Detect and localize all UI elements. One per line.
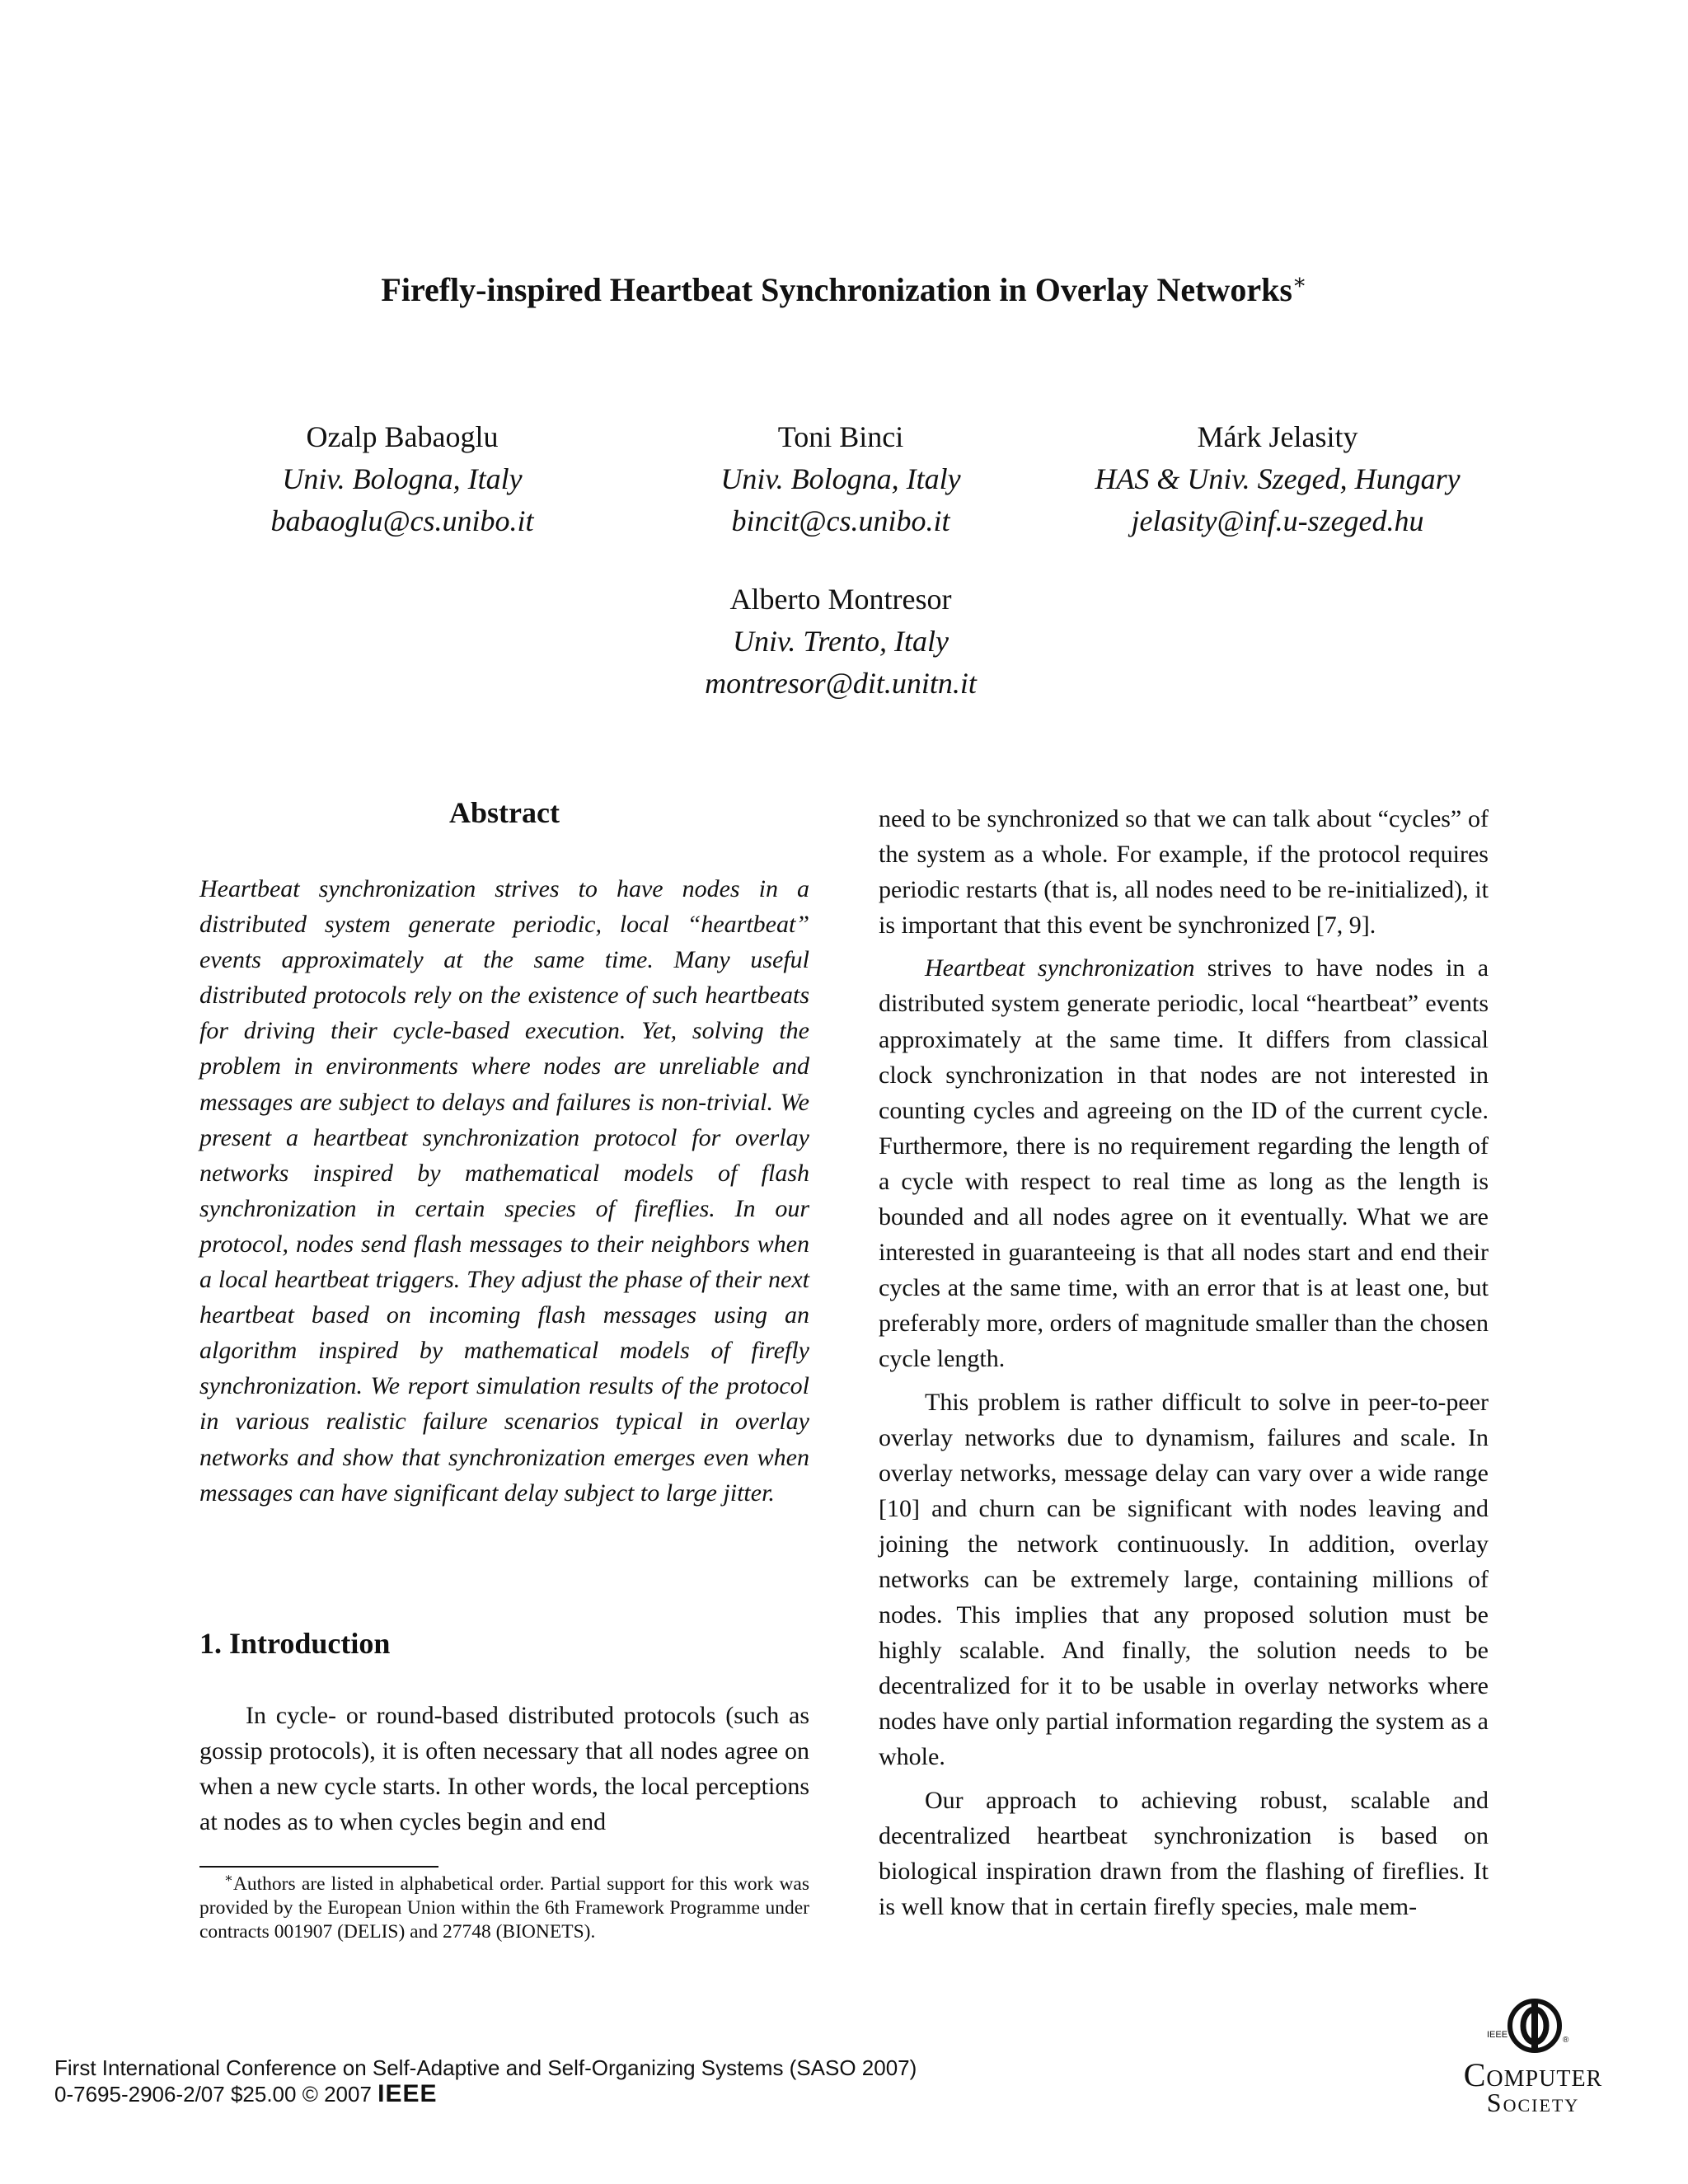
- right-column: [879, 801, 1489, 1924]
- author-affiliation: Univ. Bologna, Italy: [282, 462, 523, 495]
- author-block: [610, 579, 1071, 705]
- author-affiliation: Univ. Trento, Italy: [733, 625, 949, 658]
- logo-text-computer: Computer: [1463, 2056, 1603, 2093]
- ieee-phi-icon: [1484, 1994, 1582, 2060]
- conference-isbn-line: [54, 2081, 917, 2107]
- body-paragraph: need to be synchronized so that we can talk about “cycles” of the system as a whole. For example, if the protocol requires periodic restarts (that is, all nodes need to be re-initialized), it is important that this event be synchronized [7, 9].: [879, 805, 1489, 940]
- body-paragraph: [879, 950, 1489, 1376]
- body-paragraph: Our approach to achieving robust, scalable and decentralized heartbeat synchronization is based on biological inspiration drawn from the flashing of fireflies. It is well know that in certain firefly species, male mem-: [879, 1786, 1489, 1920]
- title-footnote-mark: ∗: [1292, 269, 1307, 294]
- author-name: Ozalp Babaoglu: [306, 420, 499, 453]
- footnote-mark: ∗: [224, 1872, 233, 1886]
- paper-title: Firefly-inspired Heartbeat Synchronization in Overlay Networks∗: [381, 269, 1307, 308]
- author-block: [610, 416, 1071, 542]
- author-block: [171, 416, 633, 542]
- logo-small-text: IEEE: [1487, 2030, 1508, 2040]
- emphasis-term: Heartbeat synchronization: [925, 954, 1195, 982]
- author-affiliation: HAS & Univ. Szeged, Hungary: [1095, 462, 1461, 495]
- author-name: Alberto Montresor: [729, 583, 952, 616]
- author-email: montresor@dit.unitn.it: [705, 667, 977, 700]
- ieee-logo-text: IEEE: [377, 2080, 438, 2107]
- conference-name: First International Conference on Self-Adaptive and Self-Organizing Systems (SASO 2007): [54, 2055, 917, 2080]
- author-name: Toni Binci: [777, 420, 904, 453]
- computer-society-logo: [1434, 1994, 1632, 2159]
- body-paragraph-text: strives to have nodes in a distributed system generate periodic, local “heartbeat” events approximately at the same time. It differs from classical clock synchronization in that nodes are not interested in counting cycles and agreeing on the ID of the current cycle. Furthermore, there is no requirement regarding the length of a cycle with respect to real time as long as the length is bounded and all nodes agree on it eventually. What we are interested in guaranteeing is that all nodes start and end their cycles at the same time, with an error that is at least one, but preferably more, orders of magnitude smaller than the chosen cycle length.: [879, 954, 1489, 1373]
- author-name: Márk Jelasity: [1197, 420, 1358, 453]
- footnote: [199, 1872, 809, 1944]
- author-affiliation: Univ. Bologna, Italy: [720, 462, 961, 495]
- introduction-paragraph: In cycle- or round-based distributed protocols (such as gossip protocols), it is often necessary that all nodes agree on when a new cycle starts. In other words, the local perceptions at nodes as to when cycles begin and end: [199, 1702, 809, 1836]
- body-paragraph: This problem is rather difficult to solve in peer-to-peer overlay networks due to dynamism, failures and scale. In overlay networks, message delay can vary over a wide range [10] and churn can be significant with nodes leaving and joining the network continuously. In addition, overlay networks can be extremely large, containing millions of nodes. This implies that any proposed solution must be highly scalable. And finally, the solution needs to be decentralized for it to be usable in overlay networks where nodes have only partial information regarding the system as a whole.: [879, 1388, 1489, 1771]
- section-heading-introduction: 1. Introduction: [199, 1627, 391, 1660]
- abstract-text: Heartbeat synchronization strives to have nodes in a distributed system generate periodic, local “heartbeat” events approximately at the same time. Many useful distributed protocols rely on the existence of such heartbeats for driving their cycle-based execution. Yet, solving the problem in environments where nodes are unreliable and messages are subject to delays and failures is non-trivial. We present a heartbeat synchronization protocol for overlay networks inspired by mathematical models of flash synchronization in certain species of fireflies. In our protocol, nodes send flash messages to their neighbors when a local heartbeat triggers. They adjust the phase of their next heartbeat based on incoming flash messages using an algorithm inspired by mathematical models of firefly synchronization. We report simulation results of the protocol in various realistic failure scenarios typical in overlay networks and show that synchronization emerges even when messages can have significant delay subject to large jitter.: [199, 875, 809, 1507]
- conference-info: [54, 2055, 917, 2107]
- abstract-heading: Abstract: [449, 796, 560, 829]
- author-email: jelasity@inf.u-szeged.hu: [1131, 504, 1424, 537]
- svg-text:®: ®: [1563, 2036, 1569, 2045]
- isbn-price-copyright: 0-7695-2906-2/07 $25.00 © 2007: [54, 2082, 372, 2107]
- author-email: babaoglu@cs.unibo.it: [270, 504, 534, 537]
- logo-text-society: Society: [1486, 2088, 1580, 2117]
- author-email: bincit@cs.unibo.it: [731, 504, 950, 537]
- author-block: [1047, 416, 1508, 542]
- footnote-rule: [199, 1866, 438, 1868]
- footnote-text: Authors are listed in alphabetical order. Partial support for this work was provided by the European Union within the 6th Framework Programme under contracts 001907 (DELIS) and 27748 (BIONETS).: [199, 1873, 809, 1943]
